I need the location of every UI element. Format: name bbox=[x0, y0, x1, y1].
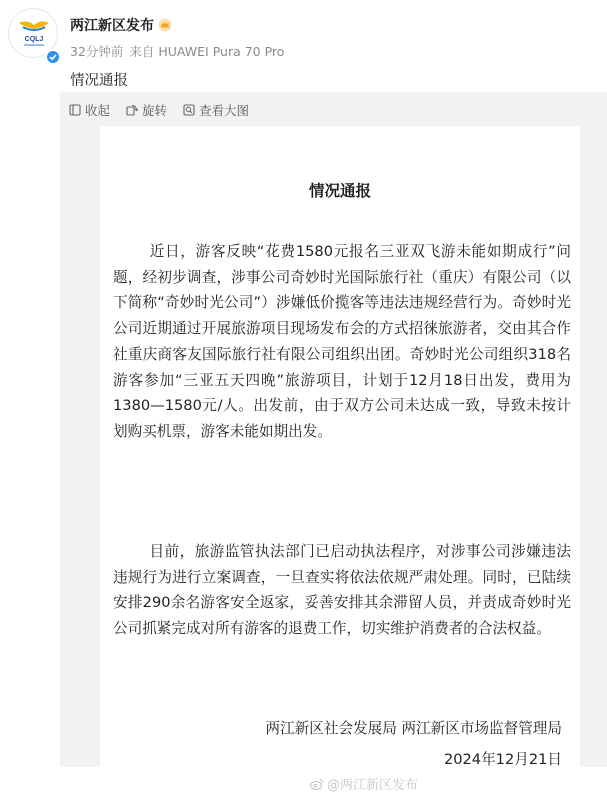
post-meta bbox=[70, 42, 284, 60]
post-time[interactable]: 32分钟前 bbox=[70, 44, 124, 59]
notice-signature: 两江新区社会发展局 两江新区市场监督管理局 bbox=[265, 720, 562, 737]
image-viewer bbox=[60, 92, 607, 793]
svg-text:CQLJ: CQLJ bbox=[24, 36, 44, 43]
magnify-icon bbox=[183, 104, 195, 116]
image-toolbar bbox=[60, 92, 265, 128]
post-text: 情况通报 bbox=[70, 73, 128, 89]
collapse-button[interactable] bbox=[69, 101, 110, 119]
notice-image[interactable] bbox=[100, 126, 580, 793]
watermark: @两江新区发布 bbox=[310, 774, 418, 793]
account-name[interactable]: 两江新区发布 bbox=[70, 18, 154, 34]
avatar[interactable] bbox=[8, 8, 58, 58]
notice-paragraph-1: 近日，游客反映“花费1580元报名三亚双飞游未能如期成行”问题，经初步调查，涉事公司奇妙时光国际旅行社（重庆）有限公司（以下简称“奇妙时光公司”）涉嫌低价揽客等违法违规经营行为。奇妙时光公司近期通过开展旅游项目现场发布会的方式招徕旅游者，交由其合作社重庆商客友国际旅行社有限公司组织出团。奇妙时光公司组织318名游客参加“三亚五天四晚”旅游项目，计划于12月18日出发，费用为1380—1580元/人。出发前，由于双方公司未达成一致，导致未按计划购买机票，游客未能如期出发。 bbox=[113, 243, 571, 440]
collapse-icon bbox=[69, 104, 81, 116]
account-name-row bbox=[70, 15, 172, 35]
verified-badge-icon bbox=[45, 49, 61, 65]
rotate-button[interactable] bbox=[126, 101, 167, 119]
member-crown-icon bbox=[158, 18, 172, 32]
notice-title: 情况通报 bbox=[308, 182, 371, 200]
logo-icon bbox=[15, 17, 53, 51]
notice-paragraph-2: 目前，旅游监管执法部门已启动执法程序，对涉事公司涉嫌违法违规行为进行立案调查，一旦查实将依法依规严肃处理。同时，已陆续安排290余名游客安全返家，妥善安排其余滞留人员，并责成奇妙时光公司抓紧完成对所有游客的退费工作，切实维护消费者的合法权益。 bbox=[113, 543, 571, 638]
view-large-label: 查看大图 bbox=[199, 103, 250, 118]
post-header bbox=[0, 0, 607, 90]
rotate-icon bbox=[126, 104, 138, 116]
view-large-button[interactable] bbox=[183, 101, 249, 119]
weibo-icon bbox=[310, 778, 324, 790]
collapse-label: 收起 bbox=[85, 103, 111, 118]
post-source: 来自 HUAWEI Pura 70 Pro bbox=[129, 44, 285, 59]
rotate-label: 旋转 bbox=[142, 103, 168, 118]
notice-date: 2024年12月21日 bbox=[443, 751, 562, 768]
